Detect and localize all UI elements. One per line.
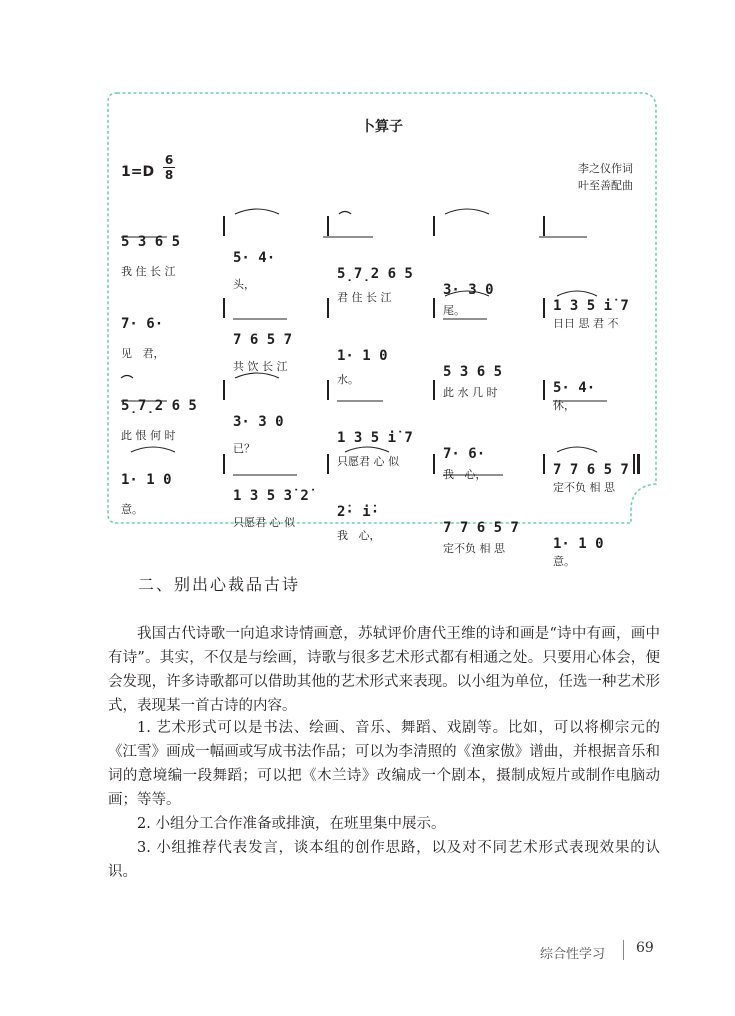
measure: 3· 3 0 [443,282,494,298]
measure: 5̣7̣2 6 5 [337,266,413,282]
measure: 7 6 5 7 [233,332,293,348]
lyric-line: 定不负 相 思 [553,481,615,494]
lyric-line: 头， [233,278,255,291]
lyric-line: 此 水 几 时 [443,386,498,399]
measure: 5 3 6 5 [121,234,181,250]
lyric-line: 水。 [337,373,359,386]
time-numerator: 6 [164,153,174,167]
lyric-line: 只愿君 心 似 [233,516,295,529]
slur-mark [339,212,351,215]
lyric-line: 共 饮 长 江 [233,360,288,373]
footer-divider [623,940,624,960]
slur-mark [131,447,175,452]
slur-mark [445,209,489,214]
music-score-box [107,92,657,568]
time-denominator: 8 [164,168,174,182]
measure: 5· 4· [233,250,276,266]
lyric-line: 日日 思 君 不 [553,317,619,330]
measure: 1· 1 0 [337,348,388,364]
measure: 5 3 6 5 [443,364,503,380]
lyric-line: 只愿君 心 似 [337,455,399,468]
slur-mark [557,447,597,452]
lyric-line: 意。 [553,555,575,568]
lyric-line: 休， [553,399,575,412]
measure: 5· 4· [553,380,596,396]
lyric-line: 尾。 [443,304,465,317]
measure: 1 3 5 i̇ 7 [553,298,629,314]
page-number: 69 [636,940,654,956]
intro-paragraph: 我国古代诗歌一向追求诗情画意，苏轼评价唐代王维的诗和画是“诗中有画，画中有诗”。其实，不仅是与绘画，诗歌与很多艺术形式都有相通之处。只要用心体会，便会发现，许多诗歌都可以借助其他的艺术形式来表现。以小组为单位，任选一种艺术形式，表现某一首古诗的内容。 [108,626,660,714]
measure: 1· 1 0 [553,536,604,552]
lyric-line: 此 恨 何 时 [121,429,176,442]
lyric-line: 君 住 长 江 [337,291,392,304]
lyric-line: 我 住 长 江 [121,265,176,278]
slur-mark [121,376,133,379]
measure: 7· 6· [443,446,486,462]
lyric-line: 意。 [121,503,143,516]
measure: 7 7 6 5 7 [553,462,629,478]
task-item-2: 2. 小组分工合作准备或排演，在班里集中展示。 [137,816,446,832]
lyric-line: 定不负 相 思 [443,542,505,555]
slur-marks [107,92,657,524]
slur-mark [557,291,597,296]
lyric-line: 我 心， [443,468,487,481]
footer-chapter-label: 综合性学习 [540,947,606,962]
measure: 7· 6· [121,316,164,332]
lyric-line: 见 君， [121,347,165,360]
lyric-line: 我 心， [337,529,381,542]
key-signature: 1=D [121,164,155,180]
slur-mark [345,447,389,452]
measure: 2̇· i̇· [337,504,380,520]
measure: 1 3 5 3̇ 2̇ [233,488,309,504]
measure: 7 7 6 5 7 [443,520,519,536]
task-item-1: 1. 艺术形式可以是书法、绘画、音乐、舞蹈、戏剧等。比如，可以将柳宗元的《江雪》画成一幅画或写成书法作品；可以为李清照的《渔家傲》谱曲，并根据音乐和词的意境编一段舞蹈；可以把《木兰诗》改编成一个剧本，摄制成短片或制作电脑动画；等等。 [108,720,660,808]
measure: 3· 3 0 [233,414,284,430]
measure: 5̣7̣2 6 5 [121,398,197,414]
slur-mark [445,291,489,296]
lyricist-credit: 李之仪作词 [578,162,633,175]
measure: 1· 1 0 [121,472,172,488]
task-item-3: 3. 小组推荐代表发言，谈本组的创作思路，以及对不同艺术形式表现效果的认识。 [108,840,660,880]
slur-mark [235,209,279,214]
slur-mark [235,373,279,378]
lyric-line: 已？ [233,442,255,455]
composer-credit: 叶至善配曲 [578,179,633,192]
measure: 1 3 5 i̇ 7 [337,430,413,446]
section-heading: 二、别出心裁品古诗 [138,575,301,594]
song-title: 卜算子 [361,119,403,135]
